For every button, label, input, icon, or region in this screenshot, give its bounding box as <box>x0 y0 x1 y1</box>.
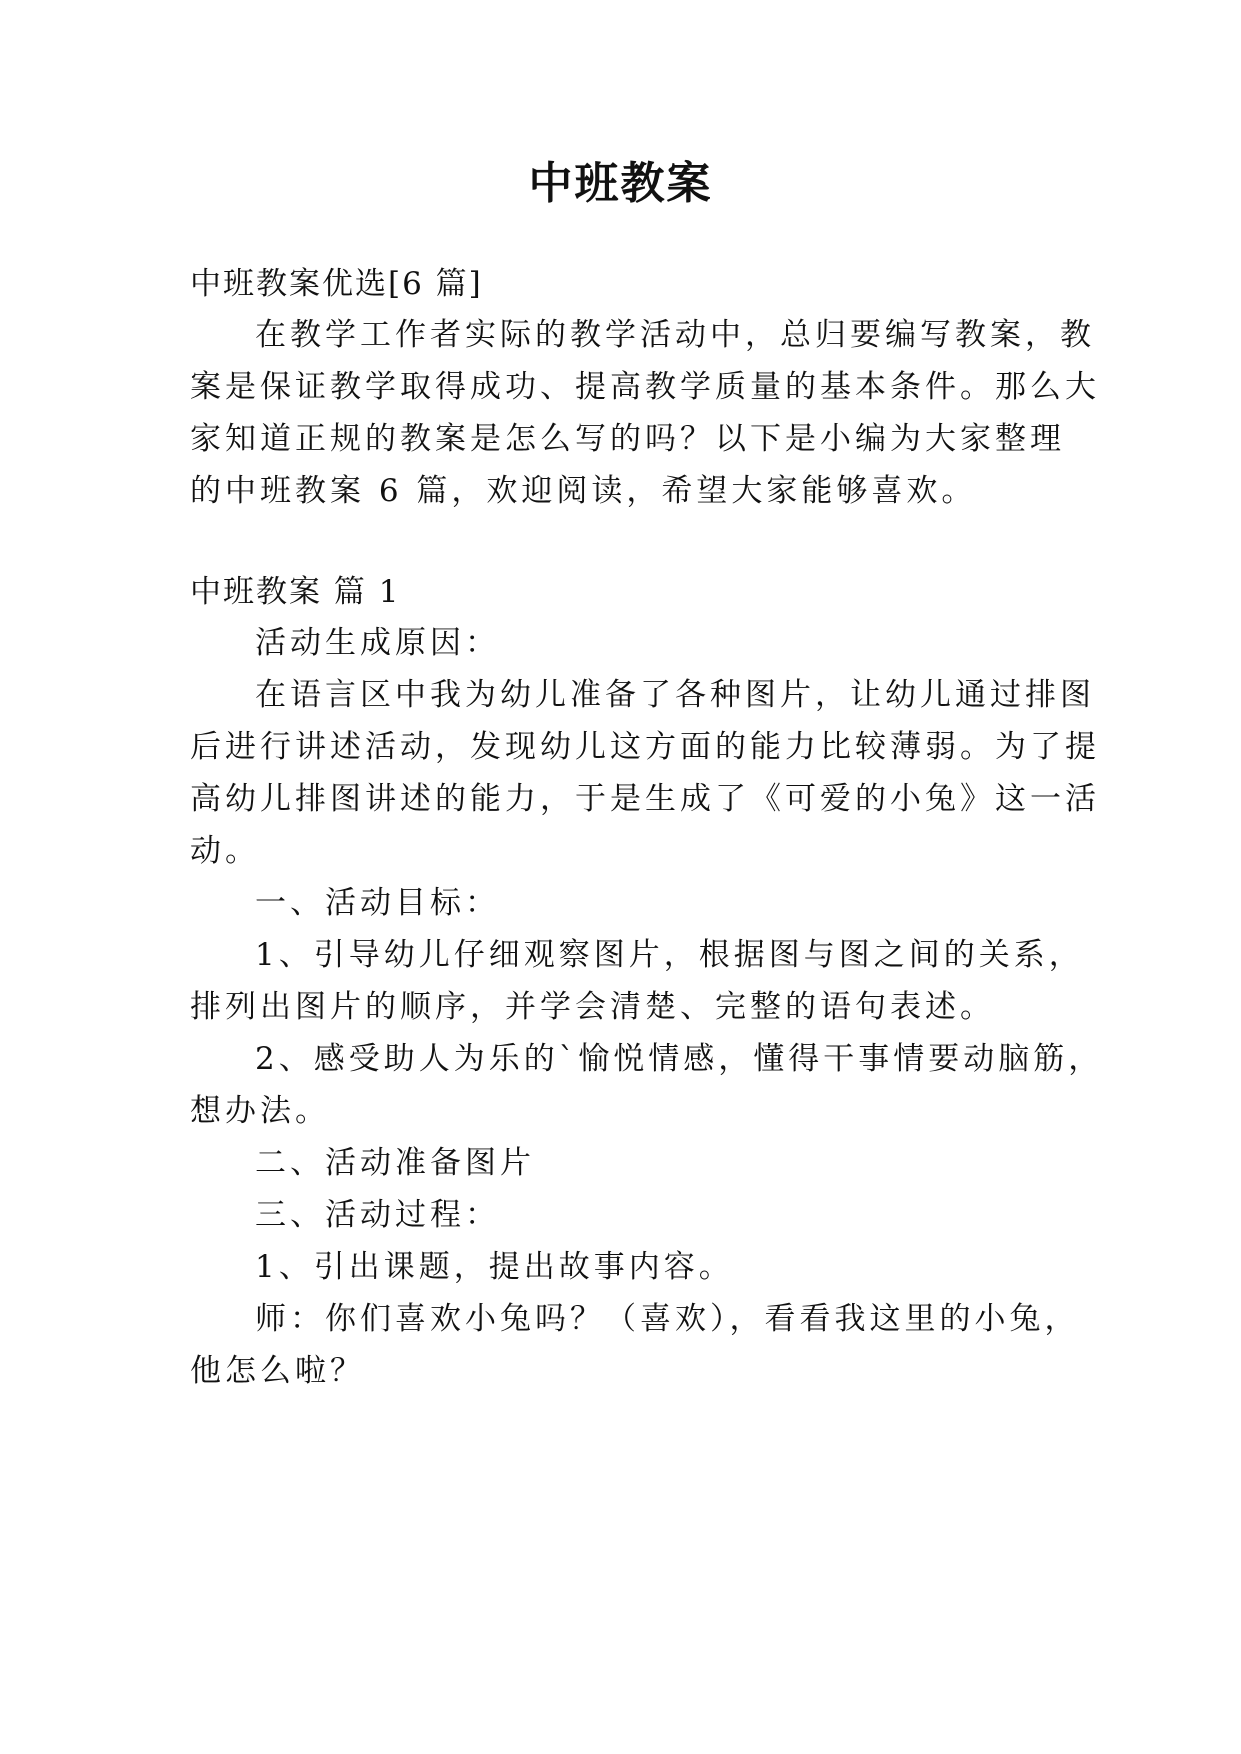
process-heading: 三、活动过程： <box>255 1197 500 1233</box>
intro-line: 案是保证教学取得成功、提高教学质量的基本条件。那么大 <box>190 369 1100 405</box>
reason-line: 后进行讲述活动，发现幼儿这方面的能力比较薄弱。为了提 <box>190 729 1100 765</box>
section-heading: 中班教案 篇 1 <box>190 574 401 610</box>
document-subtitle: 中班教案优选[6 篇] <box>190 266 483 302</box>
goal-1-line: 排列出图片的顺序，并学会清楚、完整的语句表述。 <box>190 989 995 1025</box>
goal-2-line: 2、感受助人为乐的`愉悦情感，懂得干事情要动脑筋， <box>255 1041 1104 1077</box>
process-step-1: 1、引出课题，提出故事内容。 <box>255 1249 734 1285</box>
intro-line: 在教学工作者实际的教学活动中，总归要编写教案，教 <box>255 317 1095 353</box>
intro-line: 的中班教案 6 篇，欢迎阅读，希望大家能够喜欢。 <box>190 473 977 509</box>
document-title: 中班教案 <box>528 158 713 209</box>
goal-1-line: 1、引导幼儿仔细观察图片，根据图与图之间的关系， <box>255 937 1084 973</box>
goal-2-line: 想办法。 <box>190 1093 330 1129</box>
reason-line: 动。 <box>190 833 260 869</box>
reason-heading: 活动生成原因： <box>255 625 500 661</box>
teacher-line: 他怎么啦？ <box>190 1353 365 1389</box>
reason-line: 在语言区中我为幼儿准备了各种图片，让幼儿通过排图 <box>255 677 1095 713</box>
reason-line: 高幼儿排图讲述的能力，于是生成了《可爱的小兔》这一活 <box>190 781 1100 817</box>
intro-line: 家知道正规的教案是怎么写的吗？以下是小编为大家整理 <box>190 421 1065 457</box>
prep-heading: 二、活动准备图片 <box>255 1145 535 1181</box>
teacher-line: 师：你们喜欢小兔吗？（喜欢），看看我这里的小兔， <box>255 1301 1080 1337</box>
goal-heading: 一、活动目标： <box>255 885 500 921</box>
